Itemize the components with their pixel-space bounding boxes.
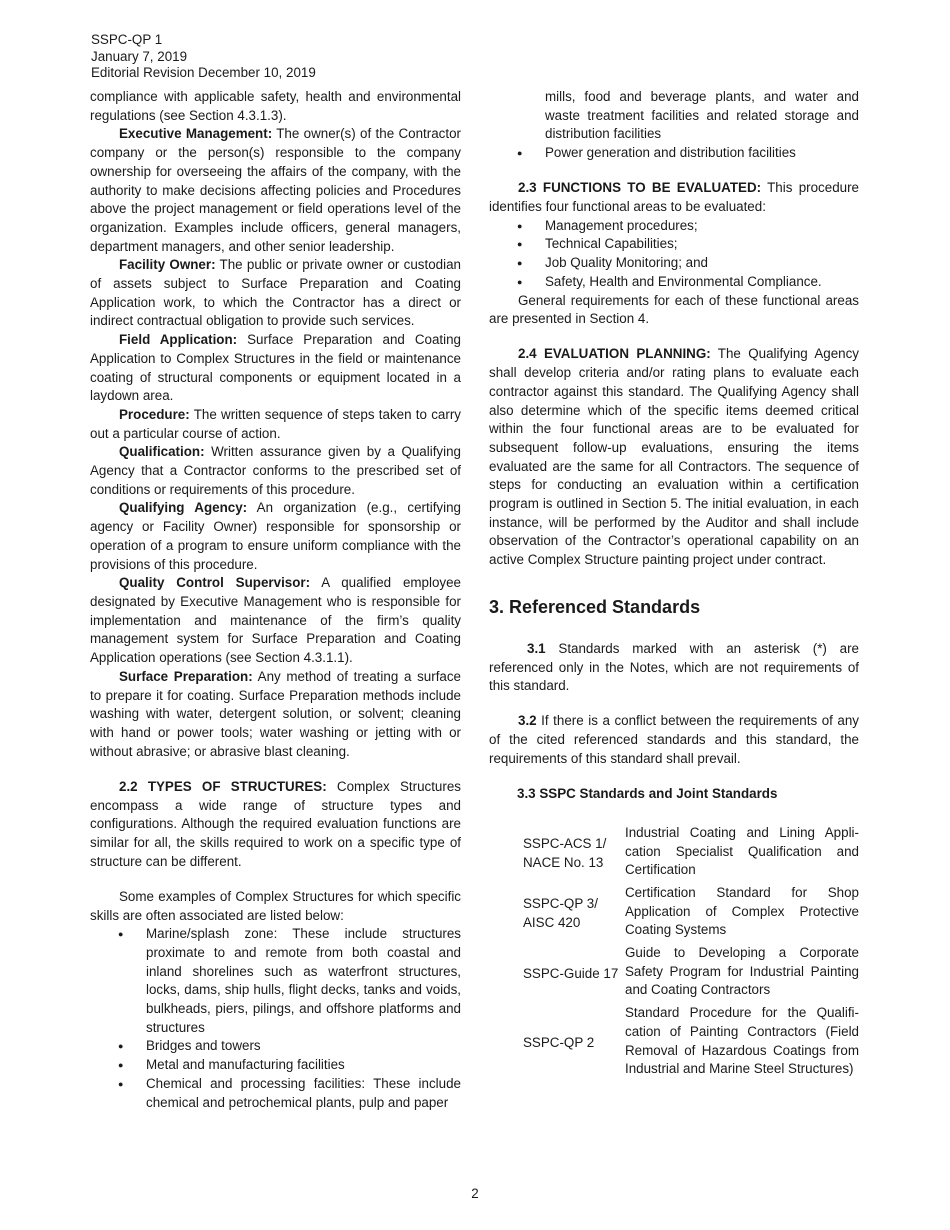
list-item-continued: mills, food and beverage plants, and water and waste treatment facilities and related storage and distribution facilities [545,89,859,142]
definition-term: Quality Control Supervisor: [119,575,311,591]
definition [90,668,461,762]
standard-code: SSPC-QP 2 [523,1035,595,1051]
standard-code: SSPC-ACS 1/ NACE No. 13 [523,836,607,870]
section-2-2 [90,778,461,872]
list-item: ● Marine/splash zone: These include structures proximate to and remote from both coastal and inland shorelines such as waterfront structures, locks, dams, ship hulls, flight decks, tanks and voids, bulkheads, piers, pilings, and offshore platforms and structures [118,926,461,1035]
standard-code: SSPC-Guide 17 [523,965,619,981]
section-3-1 [489,640,859,696]
list-item: ● Chemical and processing facilities: These include chemical and petrochemical plants, pulp and paper [118,1075,461,1110]
bullet-icon: ● [118,929,124,940]
examples-intro: Some examples of Complex Structures for which specific skills are often associated are listed below: [90,888,461,923]
section-heading: 2.3 FUNCTIONS TO BE EVALUATED: [518,180,762,196]
section-text: Complex Structures encompass a wide range of structure types and configurations. Although the required evaluation functions are similar for all, the skills required to work on a specific type of structure can be different. [90,778,461,869]
definition-text: The written sequence of steps taken to carry out a particular course of action. [90,406,461,441]
continued-paragraph: compliance with applicable safety, health and environmental regulations (see Section 4.3.1.3). [90,89,461,123]
doc-revision: Editorial Revision December 10, 2019 [91,65,316,80]
page-number: 2 [471,1186,479,1201]
section-2-3 [489,179,859,216]
continued-list [489,88,859,163]
list-item: ● Management procedures; [489,217,859,236]
standard-description: Standard Procedure for the Qualification of Painting Contractors (Field Removal of Hazardous Coatings from Industrial and Marine Steel Structures) [625,1005,859,1077]
definition [90,331,461,406]
definition-term: Field Application: [119,332,238,348]
definition-text: A qualified employee designated by Executive Management who is responsible for implementation and maintenance of the firm’s quality management system for Surface Preparation and Coating Application operations (see Section 4.3.1.1). [90,575,462,666]
section-text: If there is a conflict between the requirements of any of the cited referenced standards and this standard, the requirements of this standard shall prevail. [489,713,859,766]
table-row [517,824,859,884]
list-item: ● Job Quality Monitoring; and [489,254,859,273]
bullet-icon: ● [517,220,523,231]
list-item: ● Metal and manufacturing facilities [90,1056,461,1075]
definition-text: An organization (e.g., certifying agency or Facility Owner) responsible for sponsorship or operation of a program to ensure uniform compliance with the provisions of this procedure. [90,500,461,572]
table-row [517,1004,859,1083]
definition [90,443,461,499]
section-heading: 2.2 TYPES OF STRUCTURES: [119,778,327,794]
list-item: ● Technical Capabilities; [489,235,859,254]
bullet-icon: ● [517,148,523,159]
definition-term: Executive Management: [119,126,273,142]
section-2-4 [489,345,859,569]
definition [90,499,461,574]
standard-code: SSPC-QP 3/ AISC 420 [523,896,598,930]
left-column [90,88,461,1112]
definition-term: Procedure: [119,406,190,422]
table-row [517,944,859,1004]
doc-date: January 7, 2019 [91,48,188,64]
bullet-icon: ● [517,239,523,250]
doc-id: SSPC-QP 1 [91,32,163,47]
definition-term: Facility Owner: [119,257,216,273]
bullet-icon: ● [118,1060,124,1071]
definition-term: Surface Preparation: [119,668,253,684]
bullet-icon: ● [118,1041,124,1052]
definition-term: Qualifying Agency: [119,500,248,516]
bullet-icon: ● [517,276,523,287]
standard-description: Industrial Coating and Lining Application Specialist Qualification and Certification [625,824,859,878]
definition [90,256,461,331]
list-item: ● Safety, Health and Environmental Compliance. [489,273,859,292]
definition [90,574,461,668]
definition-term: Qualification: [119,444,205,460]
definition-text: Any method of treating a surface to prepare it for coating. Surface Preparation methods include washing with water, detergent solution, or solvent; cleaning with hand or power tools; water washing or jetting with or without abrasive; or abrasive blast cleaning. [90,668,461,759]
page-header [91,32,316,82]
definition-text: Written assurance given by a Qualifying Agency that a Contractor conforms to the prescribed set of conditions or requirements of this procedure. [90,444,461,497]
definition-text: The public or private owner or custodian of assets subject to Surface Preparation and Coating Application work, to which the Contractor has a direct or indirect contractual obligation to provide such services. [90,257,461,329]
section-text: Standards marked with an asterisk (*) are referenced only in the Notes, which are not requirements of this standard. [489,640,859,694]
section-heading: 3.1 [527,640,546,656]
section-text: This procedure identifies four functional areas to be evaluated: [489,180,859,215]
list-item: ● Power generation and distribution facilities [489,144,859,163]
section-heading: 3.2 [518,713,537,729]
bullet-icon: ● [118,1078,124,1089]
definition-text: Surface Preparation and Coating Application to Complex Structures in the field or maintenance coating of structural components or equipment located in a laydown area. [90,332,461,404]
list-item: ● Bridges and towers [90,1037,461,1056]
section-heading: 2.4 EVALUATION PLANNING: [518,346,711,362]
definition-text: The owner(s) of the Contractor company or the person(s) responsible to the company ownership for overseeing the affairs of the company, with the authority to make decisions affecting policies and Procedures above the project management or field operations level of the organization. Examples include officers, general managers, department managers, and other senior leadership. [90,126,461,254]
definition [90,406,461,443]
section-3-3-title: 3.3 SSPC Standards and Joint Standards [517,786,778,802]
section-2-3-after: General requirements for each of these functional areas are presented in Section 4. [489,292,859,327]
standard-description: Guide to Developing a Corporate Safety Program for Industrial Painting and Coating Contractors [625,945,859,998]
section-3-title: 3. Referenced Standards [489,596,701,617]
referenced-standards-table [517,824,859,1083]
section-3-2 [489,712,859,768]
right-column [489,88,859,1083]
standard-description: Certification Standard for Shop Application of Complex Protective Coating Systems [625,884,859,938]
bullet-icon: ● [517,258,523,269]
definition [90,125,461,256]
structure-examples-list [90,925,461,1112]
functions-list [489,217,859,292]
table-row [517,884,859,944]
section-text: The Qualifying Agency shall develop criteria and/or rating plans to evaluate each contractor against this standard. The Qualifying Agency shall also determine which of the specific items deemed critical within the four functional areas are to be evaluated for subsequent follow-up evaluations, ensuring the items evaluated are the same for all Contractors. The sequence of steps for conducting an evaluation within a certification program is outlined in Section 5. The initial evaluation, in each instance, will be performed by the Auditor and shall include observation of the Contractor’s operational capability on an active Complex Structure painting project under contract. [489,346,860,568]
